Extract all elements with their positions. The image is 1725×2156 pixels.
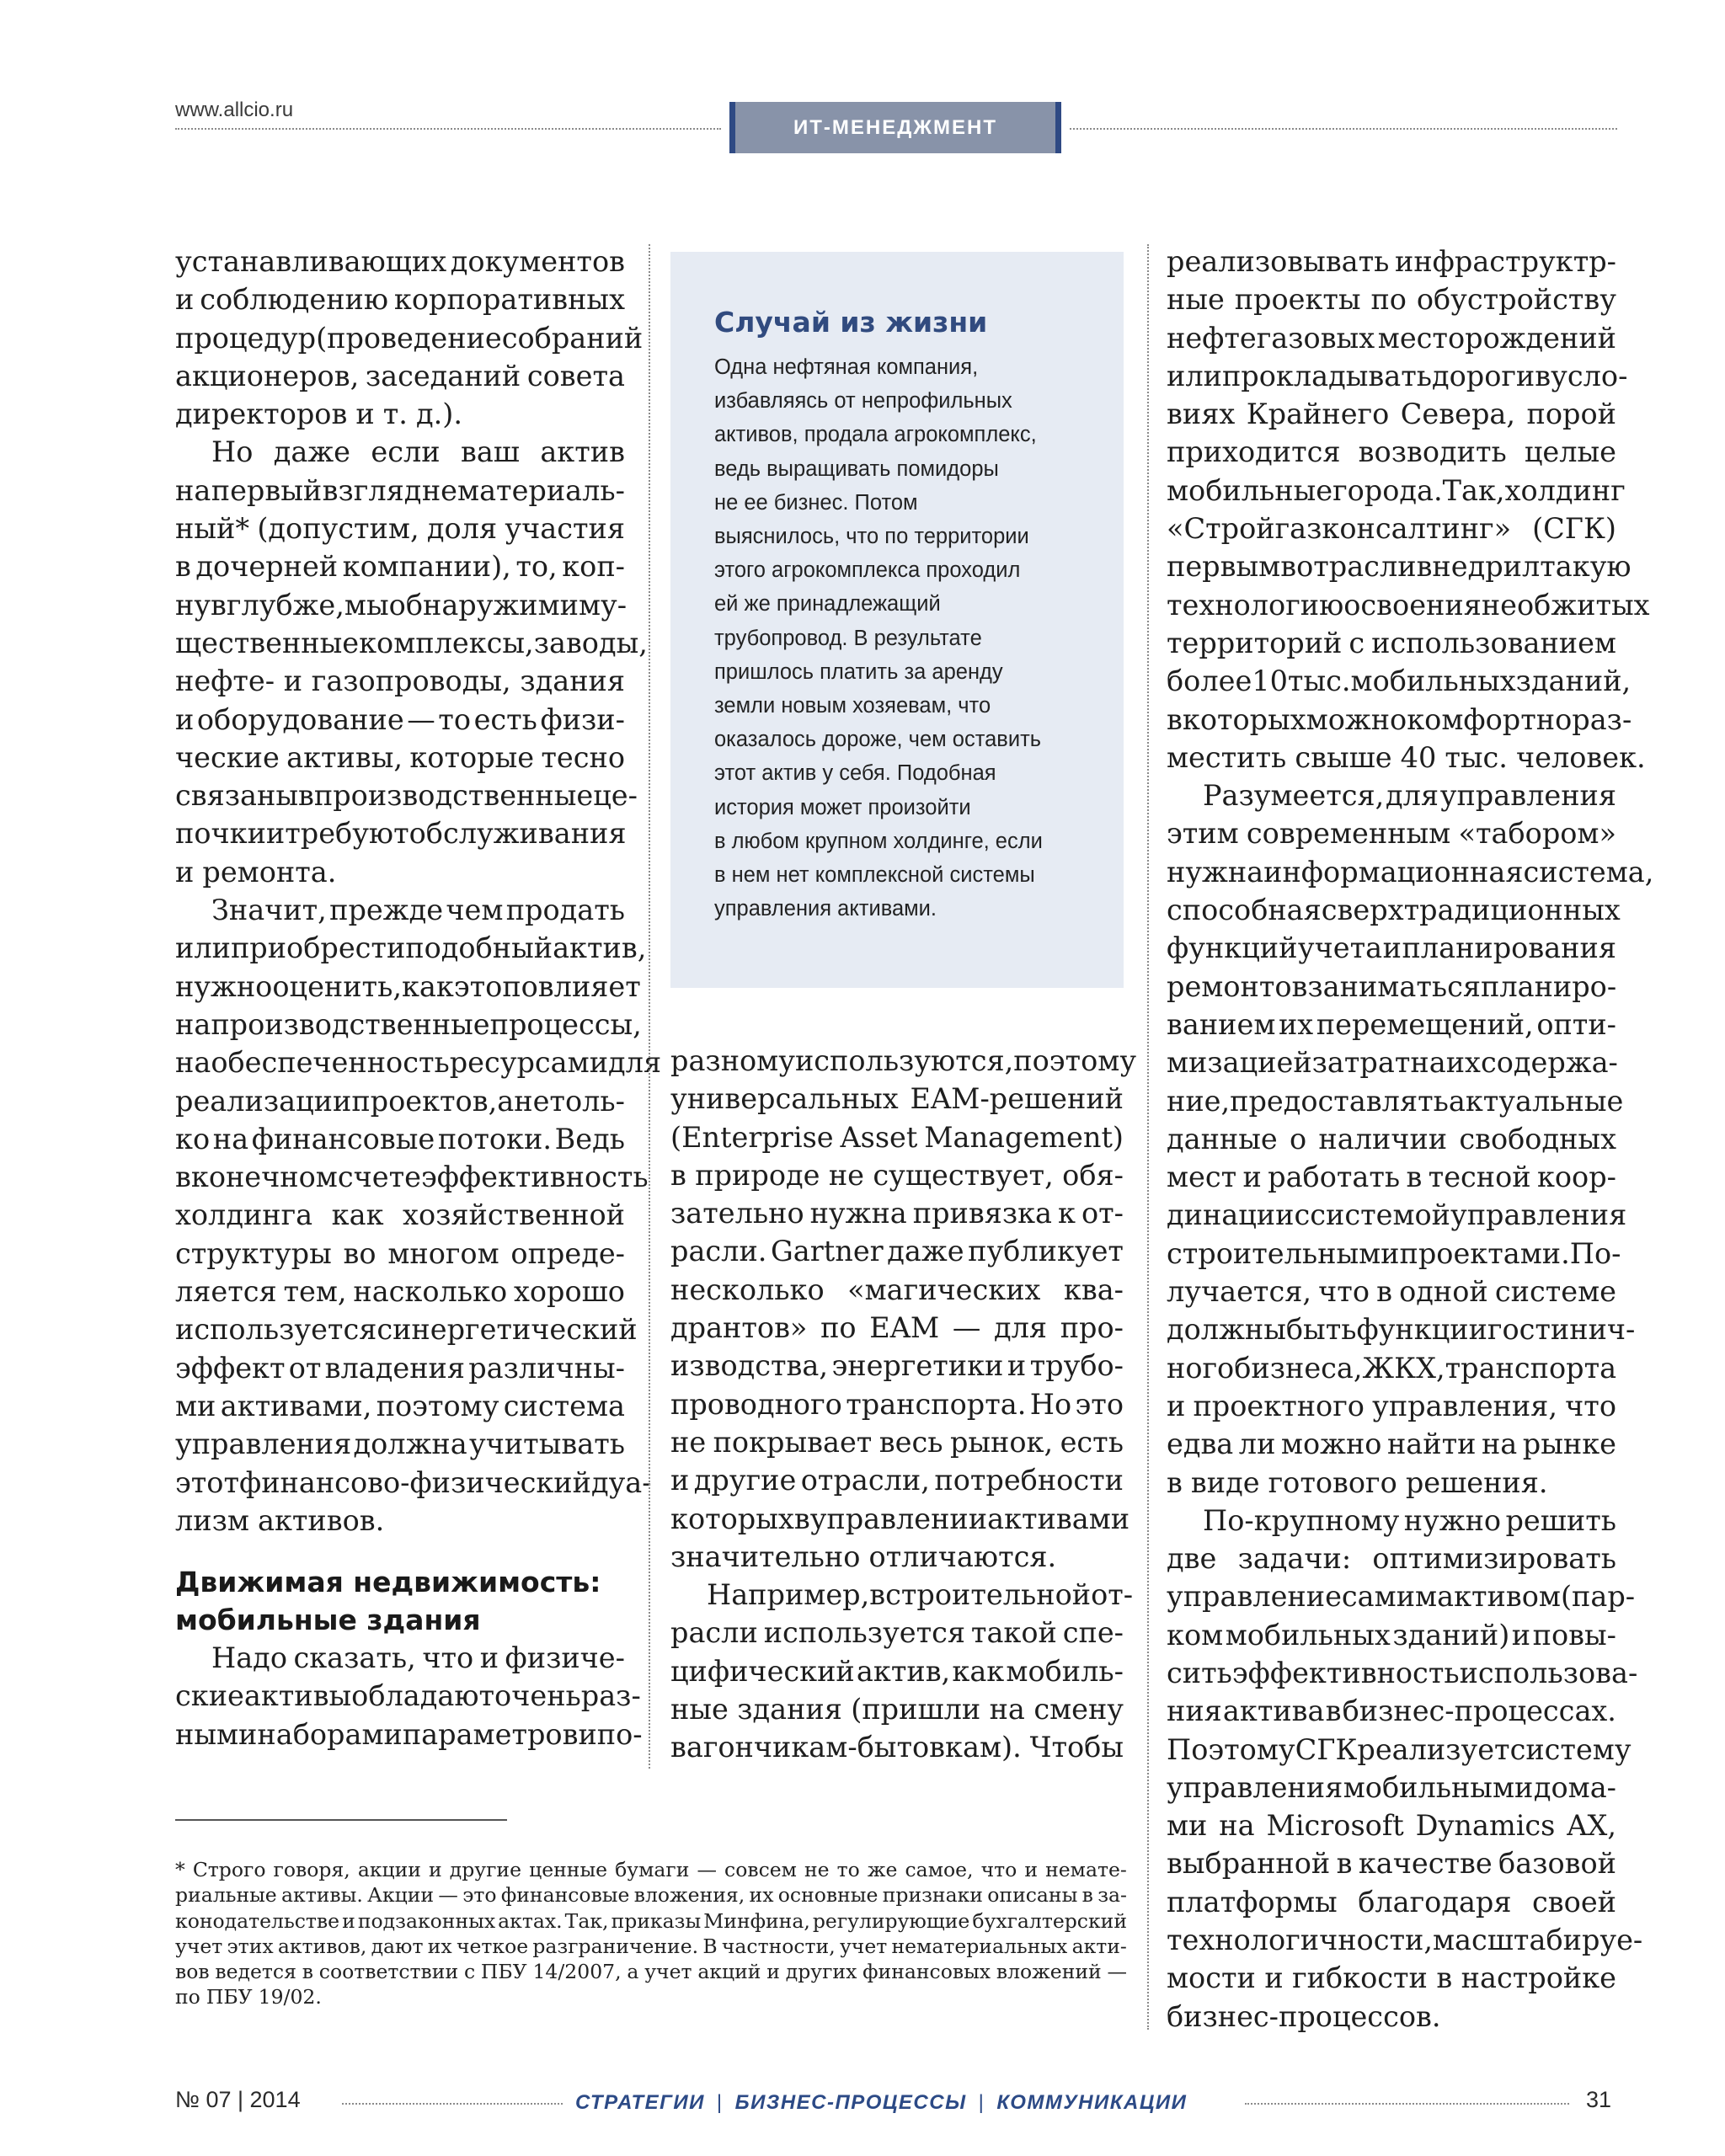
text-line: ческие активы, которые тесно	[175, 740, 625, 774]
section-label: ИТ-МЕНЕДЖМЕНТ	[793, 115, 998, 139]
issue-number: № 07 | 2014	[175, 2087, 301, 2112]
text-line: ванием их перемещений, опти-	[1167, 1007, 1616, 1041]
text-line: ные проекты по обустройству	[1167, 283, 1616, 317]
text-line: вагончикам-бытовкам). Чтобы	[670, 1731, 1124, 1764]
text-line: территорий с использованием	[1167, 626, 1616, 659]
text-line: ские активы обладают очень раз-	[175, 1679, 641, 1713]
page-number: 31	[1586, 2087, 1612, 2112]
text-line: Надо сказать, что и физиче-	[211, 1641, 625, 1675]
text-line: управления мобильными дома-	[1167, 1770, 1616, 1804]
text-line: лучается, что в одной системе	[1167, 1275, 1616, 1309]
footnote-line: конодательстве и подзаконных актах. Так, приказы Минфина, регулирующие бухгалтерский	[175, 1908, 1127, 1933]
text-line: структуры во многом опреде-	[175, 1236, 625, 1270]
text-line: ния актива в бизнес-процессах.	[1167, 1694, 1616, 1728]
text-line: две задачи: оптимизировать	[1167, 1542, 1616, 1576]
text-line: реализовывать инфраструктр-	[1167, 245, 1616, 278]
text-line: «Стройгазконсалтинг» (СГК)	[1167, 512, 1616, 546]
text-line: директоров и т. д.).	[175, 398, 462, 431]
text-line: дрантов» по EAM — для про-	[670, 1311, 1124, 1345]
sidebar-line: пришлось платить за аренду	[714, 659, 1003, 684]
text-line: и другие отрасли, потребности	[670, 1464, 1124, 1497]
sidebar-line: ведь выращивать помидоры	[714, 456, 999, 481]
text-line: Но даже если ваш актив	[211, 435, 625, 469]
footer-nav	[575, 2091, 1187, 2115]
right-column-text	[1167, 243, 1654, 2036]
column-divider-right	[1147, 244, 1149, 2030]
footnote-line: * Строго говоря, акции и другие ценные бумаги — совсем не то же самое, что и немате-	[175, 1858, 1127, 1881]
text-line: динации с системой управления	[1167, 1198, 1627, 1232]
text-line: в природе не существует, обя-	[670, 1158, 1124, 1192]
text-line: Например, в строительной от-	[707, 1578, 1134, 1612]
text-line: ные здания (пришли на смену	[670, 1693, 1124, 1726]
text-line: виях Крайнего Севера, порой	[1167, 398, 1616, 431]
sidebar-box	[670, 252, 1124, 988]
text-line: почки и требуют обслуживания	[175, 817, 627, 851]
text-line: приходится возводить целые	[1167, 435, 1616, 469]
text-line: Разумеется, для управления	[1203, 779, 1616, 813]
text-line: и соблюдению корпоративных	[175, 283, 625, 317]
text-line: данные о наличии свободных	[1167, 1122, 1616, 1155]
text-line: ляется тем, насколько хорошо	[175, 1275, 625, 1309]
text-line: в виде готового решения.	[1167, 1465, 1548, 1499]
sidebar-line: трубопровод. В результате	[714, 626, 982, 650]
text-line: и оборудование — то есть физи-	[175, 702, 625, 736]
text-line: изводства, энергетики и трубо-	[670, 1349, 1124, 1383]
sidebar-line: этого агрокомплекса проходил	[714, 558, 1021, 583]
text-line: ными наборами параметров и по-	[175, 1717, 643, 1751]
text-line: или прокладывать дороги в усло-	[1167, 359, 1628, 392]
text-line: в конечном счете эффективность	[175, 1161, 649, 1194]
text-line: этим современным «табором»	[1167, 817, 1616, 851]
text-line: несколько «магических ква-	[670, 1273, 1124, 1306]
text-line: ремонтов заниматься планиро-	[1167, 969, 1617, 1003]
text-line: более 10 тыс. мобильных зданий,	[1167, 664, 1632, 698]
sidebar-line: в нем нет комплексной системы	[714, 863, 1035, 888]
footer-nav-separator: |	[978, 2091, 985, 2114]
text-line: По-крупному нужно решить	[1203, 1503, 1616, 1537]
text-line: значительно отличаются.	[670, 1540, 1057, 1573]
text-line: расли. Gartner даже публикует	[670, 1235, 1124, 1268]
text-line: процедур (проведение собраний	[175, 321, 644, 355]
text-line: сить эффективность использова-	[1167, 1656, 1638, 1689]
sidebar-line: избавляясь от непрофильных	[714, 389, 1012, 414]
footnote-rule	[175, 1819, 507, 1821]
sidebar-line: в любом крупном холдинге, если	[714, 829, 1043, 853]
text-line: технологичности, масштабируе-	[1167, 1924, 1643, 1957]
footnote-line: вов ведется в соответствии с ПБУ 14/2007, а учет акций и других финансовых вложений —	[175, 1960, 1127, 1984]
text-line: мобильные города. Так, холдинг	[1167, 473, 1626, 507]
text-line: мизацией затрат на их содержа-	[1167, 1046, 1618, 1080]
text-line: ми на Microsoft Dynamics AX,	[1167, 1809, 1616, 1843]
middle-column-text	[670, 1042, 1137, 1767]
sidebar-line: история может произойти	[714, 795, 971, 819]
text-line: технологию освоения необжитых	[1167, 588, 1650, 622]
sidebar-line: земли новым хозяевам, что	[714, 694, 991, 718]
footnote	[175, 1857, 1127, 2010]
text-line: строительными проектами. По-	[1167, 1236, 1621, 1270]
sidebar-body	[714, 350, 1081, 926]
sidebar-line: выяснилось, что по территории	[714, 525, 1029, 549]
text-line: не покрывает весь рынок, есть	[670, 1425, 1124, 1459]
text-line: бизнес-процессов.	[1167, 1999, 1441, 2033]
text-line: нув глубже, мы обнаружим иму-	[175, 588, 628, 622]
text-line: управления должна учитывать	[175, 1428, 625, 1461]
text-line: эффект от владения различны-	[175, 1351, 625, 1385]
text-line: (Enterprise Asset Management)	[670, 1120, 1124, 1154]
text-line: холдинга как хозяйственной	[175, 1198, 625, 1232]
text-line: лизм активов.	[175, 1503, 385, 1537]
footer-dotted-rule-right	[1245, 2103, 1569, 2105]
footer-nav-item[interactable]: БИЗНЕС-ПРОЦЕССЫ	[734, 2091, 967, 2114]
text-line: в дочерней компании), то, коп-	[175, 550, 625, 584]
text-line: связаны в производственные це-	[175, 779, 638, 813]
text-line: ко на финансовые потоки. Ведь	[175, 1122, 625, 1155]
text-line: на обеспеченность ресурсами для	[175, 1046, 662, 1080]
text-line: используется синергетический	[175, 1313, 638, 1347]
text-line: мости и гибкости в настройке	[1167, 1961, 1616, 1995]
text-line: мест и работать в тесной коор-	[1167, 1161, 1616, 1194]
footer-dotted-rule-left	[342, 2103, 563, 2105]
text-line: платформы благодаря своей	[1167, 1885, 1616, 1919]
text-line: и ремонта.	[175, 855, 337, 889]
text-line: в которых можно комфортно раз-	[1167, 702, 1632, 736]
text-line: зательно нужна привязка к от-	[670, 1197, 1124, 1230]
sidebar-line: управления активами.	[714, 897, 937, 921]
text-line: и проектного управления, что	[1167, 1389, 1616, 1422]
text-line: на производственные процессы,	[175, 1007, 642, 1041]
text-line: расли используется такой спе-	[670, 1616, 1124, 1650]
text-line: едва ли можно найти на рынке	[1167, 1428, 1616, 1461]
footnote-line: по ПБУ 19/02.	[175, 1985, 322, 2009]
text-line: щественные комплексы, заводы,	[175, 626, 648, 659]
text-line: этот финансово-физический дуа-	[175, 1465, 652, 1499]
text-line: цифический актив, как мобиль-	[670, 1654, 1124, 1688]
text-line: реализации проектов, а не толь-	[175, 1084, 625, 1118]
footnote-line: риальные активы. Акции — это финансовые вложения, их основные признаки описаны в за-	[175, 1883, 1127, 1908]
text-line: разному используются, поэтому	[670, 1044, 1137, 1077]
footer-nav-item[interactable]: СТРАТЕГИИ	[575, 2091, 705, 2114]
article-column-right	[1167, 243, 1654, 2036]
sidebar-line: этот актив у себя. Подобная	[714, 761, 996, 786]
text-line: универсальных EAM-решений	[670, 1082, 1124, 1116]
sidebar-line: не ее бизнес. Потом	[714, 490, 918, 515]
text-line: ного бизнеса, ЖКХ, транспорта	[1167, 1351, 1617, 1385]
text-line: на первый взгляд нематериаль-	[175, 473, 625, 507]
text-line: функций учета и планирования	[1167, 931, 1616, 965]
footer-nav-item[interactable]: КОММУНИКАЦИИ	[996, 2091, 1188, 2114]
article-column-middle	[670, 1042, 1137, 1767]
text-line: должны быть функции гостинич-	[1167, 1313, 1636, 1347]
text-line: ми активами, поэтому система	[175, 1389, 625, 1422]
text-line: выбранной в качестве базовой	[1167, 1847, 1616, 1881]
text-line: или приобрести подобный актив,	[175, 931, 647, 965]
text-line: нужна информационная система,	[1167, 855, 1654, 889]
text-line: ком мобильных зданий) и повы-	[1167, 1618, 1616, 1652]
footer-nav-separator: |	[716, 2091, 724, 2114]
header-dotted-rule-left	[175, 128, 721, 130]
sidebar-line: оказалось дороже, чем оставить	[714, 728, 1042, 752]
text-line: управление самим активом (пар-	[1167, 1580, 1636, 1614]
sidebar-line: активов, продала агрокомплекс,	[714, 423, 1037, 447]
text-line: проводного транспорта. Но это	[670, 1387, 1124, 1421]
header-dotted-rule-right	[1070, 128, 1617, 130]
column-divider-left	[649, 244, 650, 1769]
sidebar-line: ей же принадлежащий	[714, 592, 941, 616]
subheading-line: Движимая недвижимость:	[175, 1566, 601, 1599]
text-line: ние, предоставлять актуальные	[1167, 1084, 1624, 1118]
text-line: Поэтому СГК реализует систему	[1167, 1732, 1632, 1766]
footnote-line: учет этих активов, дают их четкое разграничение. В частности, учет нематериальных акти-	[175, 1934, 1127, 1958]
site-url[interactable]: www.allcio.ru	[175, 99, 294, 121]
text-line: устанавливающих документов	[175, 245, 625, 278]
text-line: нефтегазовых месторождений	[1167, 321, 1616, 355]
article-column-left	[175, 243, 662, 1753]
text-line: местить свыше 40 тыс. человек.	[1167, 740, 1646, 774]
section-tab	[729, 102, 1061, 153]
left-column-text	[175, 243, 662, 1540]
text-line: акционеров, заседаний совета	[175, 359, 625, 392]
text-line: нужно оценить, как это повлияет	[175, 969, 641, 1003]
text-line: ный* (допустим, доля участия	[175, 512, 625, 546]
text-line: нефте- и газопроводы, здания	[175, 664, 625, 698]
left-column-text-after	[175, 1639, 643, 1753]
text-line: Значит, прежде чем продать	[211, 894, 625, 927]
text-line: которых в управлении активами	[670, 1502, 1130, 1535]
article-subheading	[175, 1563, 625, 1639]
sidebar-title: Случай из жизни	[714, 306, 988, 339]
sidebar-line: Одна нефтяная компания,	[714, 355, 979, 379]
subheading-line: мобильные здания	[175, 1604, 481, 1637]
text-line: первым в отрасли внедрил такую	[1167, 550, 1632, 584]
text-line: способная сверх традиционных	[1167, 894, 1621, 927]
